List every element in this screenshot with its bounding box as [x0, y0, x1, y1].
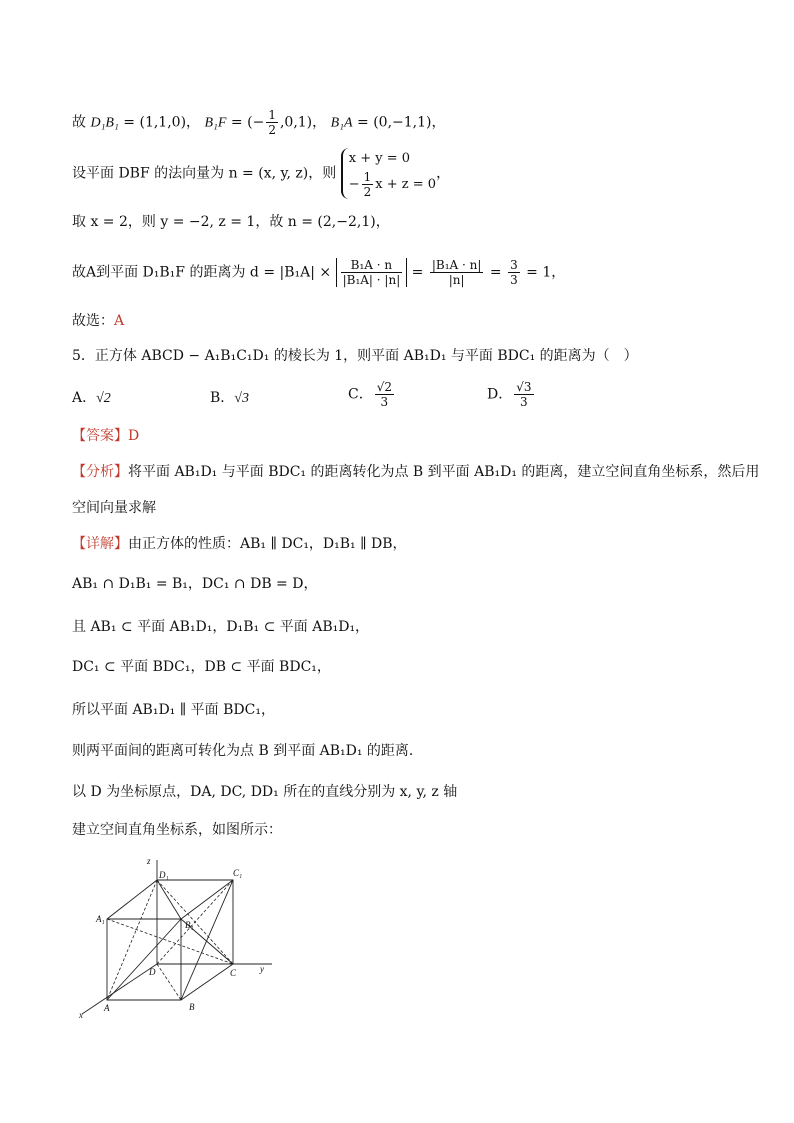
equals: = — [485, 264, 507, 281]
fraction-den: 3 — [520, 395, 528, 409]
label-y: y — [260, 964, 264, 974]
choose-line: 取 x = 2，则 y = −2, z = 1，故 n = (2,−2,1)， — [72, 214, 390, 230]
cube-figure — [76, 852, 286, 1022]
comma: ， — [436, 165, 451, 182]
paren: (− — [247, 114, 265, 131]
detail-line-5: 所以平面 AB₁D₁ ∥ 平面 BDC₁， — [72, 702, 275, 718]
vector-value: = (1,1,0)， — [118, 114, 201, 131]
analysis-text: 将平面 AB₁D₁ 与平面 BDC₁ 的距离转化为点 B 到平面 AB₁D₁ 的距离，建立空间直角坐标系，然后用 — [128, 464, 760, 480]
analysis-line-1 — [72, 462, 759, 482]
detail-line-6: 则两平面间的距离可转化为点 B 到平面 AB₁D₁ 的距离． — [72, 743, 423, 759]
detail-line-4: DC₁ ⊂ 平面 BDC₁，DB ⊂ 平面 BDC₁， — [72, 659, 331, 675]
equation-system — [341, 148, 436, 199]
option-label: B． — [210, 390, 235, 406]
detail-line-1 — [72, 534, 407, 554]
option-value: √3 — [234, 391, 249, 406]
comma: ， — [312, 114, 327, 131]
option-a — [72, 388, 111, 409]
fraction-den: 2 — [268, 123, 276, 137]
analysis-line-2: 空间向量求解 — [72, 500, 156, 516]
fraction-num: 1 — [363, 170, 372, 184]
label-a: A — [104, 1003, 110, 1013]
result: = 1， — [521, 264, 566, 281]
fraction-num: √2 — [376, 380, 392, 394]
detail-text: 由正方体的性质：AB₁ ∥ DC₁，D₁B₁ ∥ DB， — [128, 536, 407, 552]
prev-answer-line — [72, 311, 124, 331]
vector-line — [72, 108, 446, 137]
equation-1: x + y = 0 — [348, 151, 410, 166]
fraction-num: B₁A · n — [341, 258, 403, 273]
label-d: D — [149, 967, 156, 977]
answer-line — [72, 426, 139, 446]
option-c — [348, 380, 396, 409]
fraction — [362, 170, 374, 199]
option-value: √2 — [96, 391, 111, 406]
option-b — [210, 388, 249, 409]
distance-line — [72, 258, 565, 287]
option-d — [487, 380, 536, 409]
detail-line-8: 建立空间直角坐标系，如图所示： — [72, 822, 282, 838]
option-fraction — [375, 380, 394, 409]
detail-line-2: AB₁ ∩ D₁B₁ = B₁，DC₁ ∩ DB = D， — [72, 576, 318, 592]
label-c1: C₁ — [233, 868, 243, 878]
label-d1: D₁ — [159, 870, 169, 880]
fraction-1 — [341, 258, 403, 287]
label-x: x — [79, 1010, 83, 1020]
paren: ,0,1) — [279, 114, 313, 131]
option-label: D． — [487, 386, 513, 403]
question-text: 5．正方体 ABCD − A₁B₁C₁D₁ 的棱长为 1，则平面 AB₁D₁ 与平面 BDC₁ 的距离为（ ） — [72, 348, 638, 364]
detail-line-3: 且 AB₁ ⊂ 平面 AB₁D₁，D₁B₁ ⊂ 平面 AB₁D₁， — [72, 619, 370, 635]
detail-line-7: 以 D 为坐标原点，DA, DC, DD₁ 所在的直线分别为 x, y, z 轴 — [72, 784, 458, 800]
fraction-den: |B₁A| · |n| — [342, 273, 401, 287]
fraction-num: 1 — [268, 108, 276, 122]
option-fraction — [514, 380, 533, 409]
answer-value: A — [114, 313, 125, 329]
fraction-num: |B₁A · n| — [431, 258, 482, 272]
vector-value: = (0,−1,1)， — [352, 114, 446, 131]
label-b: B — [189, 1002, 195, 1012]
equals: = — [226, 114, 248, 131]
text: 故A到平面 D₁B₁F 的距离为 d = |B₁A| × — [72, 264, 332, 281]
detail-label: 【详解】 — [72, 536, 128, 552]
text: 故 — [72, 114, 86, 131]
vector-b1a: B₁A — [330, 115, 353, 131]
minus: − — [348, 177, 360, 192]
fraction-den: |n| — [448, 273, 465, 287]
label-a1: A₁ — [96, 914, 105, 924]
fraction-num: √3 — [516, 380, 532, 394]
equation-rest: x + z = 0 — [375, 177, 437, 192]
text: 设平面 DBF 的法向量为 n = (x, y, z)，则 — [72, 165, 337, 182]
label-z: z — [147, 856, 151, 866]
fraction-num: 3 — [510, 258, 518, 272]
label-b1: B₁ — [185, 920, 194, 930]
vector-d1b1: D₁B₁ — [90, 115, 119, 131]
equation-2 — [349, 170, 436, 199]
answer-label: 【答案】 — [72, 428, 128, 444]
equals: = — [407, 264, 428, 281]
label-c: C — [230, 968, 237, 978]
fraction-3 — [508, 258, 520, 287]
label: 故选： — [72, 313, 114, 329]
answer-value: D — [128, 428, 140, 444]
fraction-2 — [430, 258, 484, 287]
vector-b1f: B₁F — [204, 115, 227, 131]
normal-vector-line — [72, 148, 450, 199]
abs-wrapper — [336, 258, 408, 287]
analysis-label: 【分析】 — [72, 464, 128, 480]
fraction-den: 3 — [510, 273, 518, 287]
option-label: A． — [72, 390, 97, 406]
fraction-den: 3 — [380, 395, 389, 409]
option-label: C． — [348, 386, 373, 403]
fraction-den: 2 — [363, 185, 372, 199]
fraction — [266, 108, 278, 137]
